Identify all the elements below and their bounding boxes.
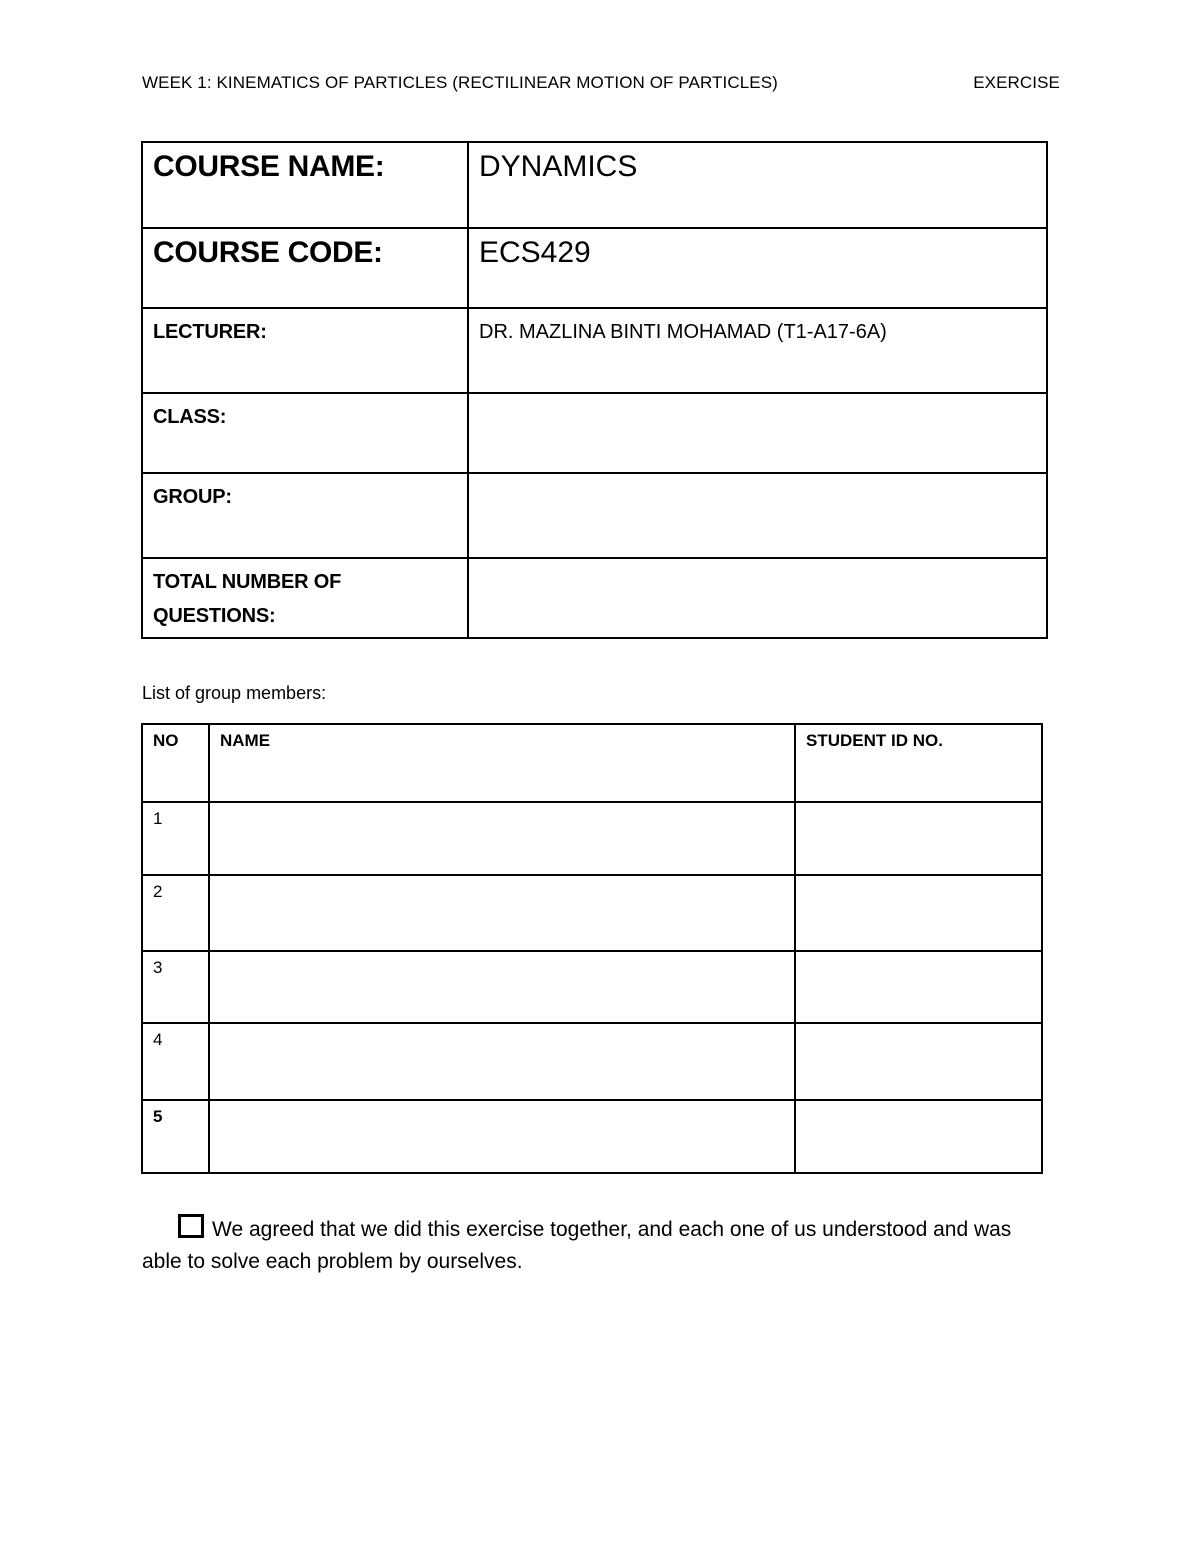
row-name-cell[interactable] bbox=[209, 875, 795, 951]
row-name-cell[interactable] bbox=[209, 1023, 795, 1100]
table-row bbox=[142, 951, 1042, 1023]
header-title: WEEK 1: KINEMATICS OF PARTICLES (RECTILINEAR MOTION OF PARTICLES) bbox=[142, 73, 778, 92]
header-exercise-label: EXERCISE bbox=[973, 73, 1060, 92]
lecturer-row bbox=[142, 308, 1047, 393]
page-header bbox=[142, 73, 1060, 97]
class-label: CLASS: bbox=[153, 406, 227, 428]
group-value-cell[interactable] bbox=[468, 473, 1047, 558]
row-student-id-cell[interactable] bbox=[795, 951, 1042, 1023]
agreement-statement bbox=[142, 1214, 1047, 1278]
course-code-label-cell bbox=[142, 228, 468, 308]
total-questions-value-cell[interactable] bbox=[468, 558, 1047, 638]
group-label-cell bbox=[142, 473, 468, 558]
table-row bbox=[142, 802, 1042, 875]
course-name-row bbox=[142, 142, 1047, 228]
course-name-value-cell[interactable] bbox=[468, 142, 1047, 228]
course-info-table bbox=[141, 141, 1048, 639]
row-no: 1 bbox=[142, 802, 209, 875]
total-questions-label-cell bbox=[142, 558, 468, 638]
agreement-text-line1: We agreed that we did this exercise together, and each one of us understood and was bbox=[212, 1218, 1012, 1241]
members-caption: List of group members: bbox=[142, 683, 327, 703]
members-header-row bbox=[142, 724, 1042, 802]
agreement-text-line2: able to solve each problem by ourselves. bbox=[142, 1250, 523, 1273]
row-student-id-cell[interactable] bbox=[795, 875, 1042, 951]
header-no: NO bbox=[142, 724, 209, 802]
course-code-value: ECS429 bbox=[479, 236, 591, 269]
table-row bbox=[142, 1023, 1042, 1100]
row-student-id-cell[interactable] bbox=[795, 802, 1042, 875]
total-questions-label-line2: QUESTIONS: bbox=[153, 605, 276, 627]
lecturer-value: DR. MAZLINA BINTI MOHAMAD (T1-A17-6A) bbox=[479, 321, 887, 343]
total-questions-label-line1: TOTAL NUMBER OF bbox=[153, 571, 342, 593]
group-label: GROUP: bbox=[153, 486, 232, 508]
row-no: 4 bbox=[142, 1023, 209, 1100]
row-name-cell[interactable] bbox=[209, 951, 795, 1023]
group-members-table bbox=[141, 723, 1043, 1174]
class-value-cell[interactable] bbox=[468, 393, 1047, 473]
table-row bbox=[142, 875, 1042, 951]
group-row bbox=[142, 473, 1047, 558]
course-code-value-cell[interactable] bbox=[468, 228, 1047, 308]
total-questions-row bbox=[142, 558, 1047, 638]
lecturer-value-cell[interactable] bbox=[468, 308, 1047, 393]
row-name-cell[interactable] bbox=[209, 1100, 795, 1173]
row-no: 2 bbox=[142, 875, 209, 951]
course-name-label-cell bbox=[142, 142, 468, 228]
row-student-id-cell[interactable] bbox=[795, 1100, 1042, 1173]
row-name-cell[interactable] bbox=[209, 802, 795, 875]
class-label-cell bbox=[142, 393, 468, 473]
agreement-checkbox[interactable] bbox=[178, 1214, 204, 1238]
course-code-row bbox=[142, 228, 1047, 308]
class-row bbox=[142, 393, 1047, 473]
course-code-label: COURSE CODE: bbox=[153, 236, 383, 269]
lecturer-label-cell bbox=[142, 308, 468, 393]
row-no: 5 bbox=[142, 1100, 209, 1173]
course-name-label: COURSE NAME: bbox=[153, 150, 385, 183]
row-student-id-cell[interactable] bbox=[795, 1023, 1042, 1100]
header-name: NAME bbox=[209, 724, 795, 802]
course-name-value: DYNAMICS bbox=[479, 150, 638, 183]
lecturer-label: LECTURER: bbox=[153, 321, 267, 343]
header-student-id: STUDENT ID NO. bbox=[795, 724, 1042, 802]
table-row bbox=[142, 1100, 1042, 1173]
row-no: 3 bbox=[142, 951, 209, 1023]
